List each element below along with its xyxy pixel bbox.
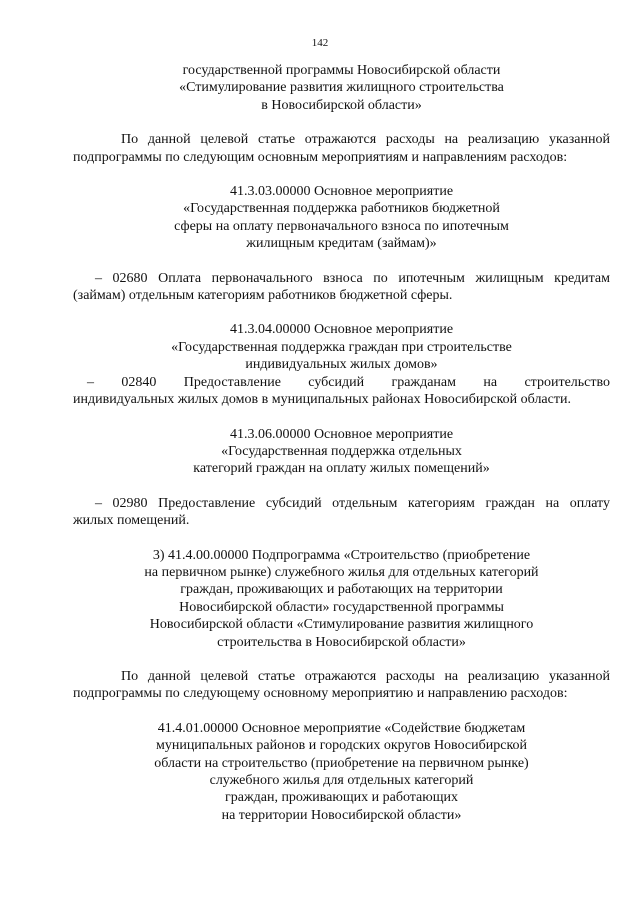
heading-line: Новосибирской области «Стимулирование развития жилищного xyxy=(149,617,534,633)
heading-41-3-03 xyxy=(73,183,610,253)
expense-item-02980 xyxy=(73,495,610,530)
heading-line: 41.3.04.00000 Основное мероприятие xyxy=(229,322,454,338)
paragraph-line: жилых помещений. xyxy=(73,513,190,529)
heading-41-3-04 xyxy=(73,321,610,373)
heading-line: на первичном рынке) служебного жилья для отдельных категорий xyxy=(144,564,539,580)
paragraph-line: индивидуальных жилых домов в муниципальных районах Новосибирской области. xyxy=(73,392,571,408)
paragraph-line: (займам) отдельным категориям работников бюджетной сферы. xyxy=(73,288,453,304)
heading-line: в Новосибирской области» xyxy=(261,97,422,113)
paragraph-line: подпрограммы по следующим основным мероприятиям и направлениям расходов: xyxy=(73,149,568,165)
heading-41-3-06 xyxy=(73,426,610,478)
expense-item-02680 xyxy=(73,270,610,305)
heading-line: категорий граждан на оплату жилых помещений» xyxy=(193,461,490,477)
heading-line: 41.3.03.00000 Основное мероприятие xyxy=(229,184,454,200)
heading-line: «Государственная поддержка отдельных xyxy=(221,443,462,459)
heading-line: граждан, проживающих и работающих xyxy=(224,790,459,806)
heading-line: государственной программы Новосибирской области xyxy=(182,63,501,78)
paragraph-line: По данной целевой статье отражаются расходы на реализацию указанной xyxy=(121,668,610,684)
heading-line: сферы на оплату первоначального взноса по ипотечным xyxy=(174,218,509,234)
heading-line: жилищным кредитам (займам)» xyxy=(246,236,437,252)
heading-41-4-01 xyxy=(73,720,610,824)
heading-line: служебного жилья для отдельных категорий xyxy=(209,773,474,788)
paragraph-line: По данной целевой статье отражаются расходы на реализацию указанной xyxy=(121,132,610,148)
heading-line: граждан, проживающих и работающих на территории xyxy=(180,582,503,598)
heading-line: 3) 41.4.00.00000 Подпрограмма «Строительство (приобретение xyxy=(152,547,531,563)
document-body xyxy=(73,62,610,824)
paragraph-line: – 02980 Предоставление субсидий отдельным категориям граждан на оплату xyxy=(95,495,610,511)
heading-program-title xyxy=(73,62,610,114)
heading-line: на территории Новосибирской области» xyxy=(221,807,462,823)
paragraph-expenses-1 xyxy=(73,131,610,166)
paragraph-line: – 02840 Предоставление субсидий гражданам на строительство xyxy=(87,374,610,390)
page-number: 142 xyxy=(311,37,329,49)
heading-line: индивидуальных жилых домов» xyxy=(245,357,438,373)
heading-line: строительства в Новосибирской области» xyxy=(217,634,466,650)
heading-subprogram-41-4 xyxy=(73,547,610,651)
heading-line: муниципальных районов и городских округов Новосибирской xyxy=(155,738,528,754)
paragraph-line: подпрограммы по следующему основному мероприятию и направлению расходов: xyxy=(73,686,568,702)
heading-line: 41.3.06.00000 Основное мероприятие xyxy=(229,426,454,442)
heading-line: 41.4.01.00000 Основное мероприятие «Содействие бюджетам xyxy=(157,720,526,736)
expense-item-02840 xyxy=(73,374,610,409)
heading-line: «Государственная поддержка граждан при строительстве xyxy=(171,339,512,355)
heading-line: области на строительство (приобретение на первичном рынке) xyxy=(154,755,529,771)
heading-line: Новосибирской области» государственной программы xyxy=(179,599,504,615)
paragraph-line: – 02680 Оплата первоначального взноса по ипотечным жилищным кредитам xyxy=(95,270,610,286)
heading-line: «Стимулирование развития жилищного строительства xyxy=(179,80,504,96)
heading-line: «Государственная поддержка работников бюджетной xyxy=(183,201,500,217)
paragraph-expenses-2 xyxy=(73,668,610,703)
